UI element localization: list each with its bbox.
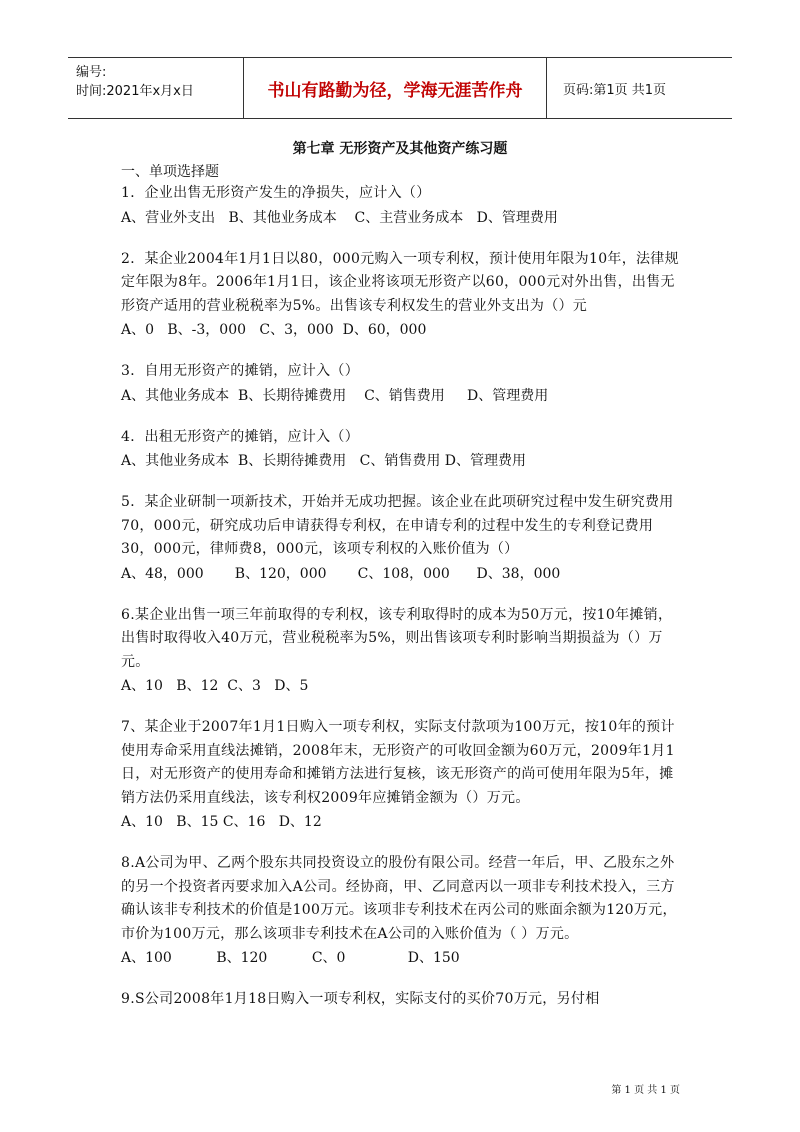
- question-7: [121, 716, 681, 834]
- question-8: [121, 852, 681, 970]
- page-label: 页码:第1页 共1页: [563, 82, 667, 98]
- question-stem: 3．自用无形资产的摊销，应计入（）: [121, 363, 360, 379]
- question-stem: 7、某企业于2007年1月1日购入一项专利权，实际支付款项为100万元，按10年的预计使用寿命采用直线法摊销，2008年末，无形资产的可收回金额为60万元，2009年1月1日，对无形资产的使用寿命和摊销方法进行复核，该无形资产的尚可使用年限为5年，摊销方法仍采用直线法，该专利权2009年应摊销金额为（）万元。: [121, 719, 675, 806]
- question-stem: 8.A公司为甲、乙两个股东共同投资设立的股份有限公司。经营一年后，甲、乙股东之外的另一个投资者丙要求加入A公司。经协商，甲、乙同意丙以一项非专利技术投入，三方确认该非专利技术的价值是100万元。该项非专利技术在丙公司的账面余额为120万元，市价为100万元，那么该项非专利技术在A公司的入账价值为（ ）万元。: [121, 855, 677, 942]
- question-stem: 5．某企业研制一项新技术，开始并无成功把握。该企业在此项研究过程中发生研究费用70，000元，研究成功后申请获得专利权，在申请专利的过程中发生的专利登记费用30，000元，律师费8，000元，该项专利权的入账价值为（）: [121, 494, 674, 557]
- question-9: [121, 988, 681, 1012]
- question-options: A、0 B、-3，000 C、3，000 D、60，000: [121, 322, 427, 338]
- section-title: 一、单项选择题: [121, 164, 219, 180]
- chapter-title: 第七章 无形资产及其他资产练习题: [292, 141, 508, 157]
- question-4: [121, 426, 681, 474]
- question-options: A、营业外支出 B、其他业务成本 C、主营业务成本 D、管理费用: [121, 209, 558, 226]
- question-5: [121, 491, 681, 586]
- question-6: [121, 604, 681, 699]
- question-options: A、100 B、120 C、0 D、150: [121, 950, 460, 966]
- motto-text: 书山有路勤为径，学海无涯苦作舟: [243, 58, 547, 118]
- page-footer: 第 1 页 共 1 页: [611, 1085, 680, 1096]
- question-options: A、其他业务成本 B、长期待摊费用 C、销售费用 D、管理费用: [121, 453, 527, 469]
- number-label: 编号:: [76, 65, 107, 80]
- question-stem: 2．某企业2004年1月1日以80，000元购入一项专利权，预计使用年限为10年，法律规定年限为8年。2006年1月1日，该企业将该项无形资产以60，000元对外出售，出售无形资产适用的营业税税率为5%。出售该专利权发生的营业外支出为（）元: [121, 250, 679, 314]
- date-label: 时间:2021年x月x日: [76, 84, 194, 99]
- question-list: [121, 182, 681, 1012]
- header-left-cell: [68, 58, 243, 118]
- question-1: [121, 182, 681, 230]
- question-options: A、其他业务成本 B、长期待摊费用 C、销售费用 D、管理费用: [121, 387, 549, 404]
- question-stem: 4．出租无形资产的摊销，应计入（）: [121, 428, 360, 445]
- question-stem: 9.S公司2008年1月18日购入一项专利权，实际支付的买价70万元，另付相: [121, 991, 600, 1007]
- question-stem: 1．企业出售无形资产发生的净损失，应计入（）: [121, 185, 431, 201]
- question-3: [121, 360, 681, 408]
- question-options: A、10 B、12 C、3 D、5: [121, 678, 309, 694]
- page-header: [68, 57, 732, 119]
- question-stem: 6.某企业出售一项三年前取得的专利权，该专利取得时的成本为50万元，按10年摊销，出售时取得收入40万元，营业税税率为5%，则出售该项专利时影响当期损益为（）万元。: [121, 606, 673, 670]
- question-options: A、10 B、15 C、16 D、12: [121, 814, 322, 830]
- question-options: A、48，000 B、120，000 C、108，000 D、38，000: [121, 565, 561, 582]
- question-2: [121, 248, 681, 343]
